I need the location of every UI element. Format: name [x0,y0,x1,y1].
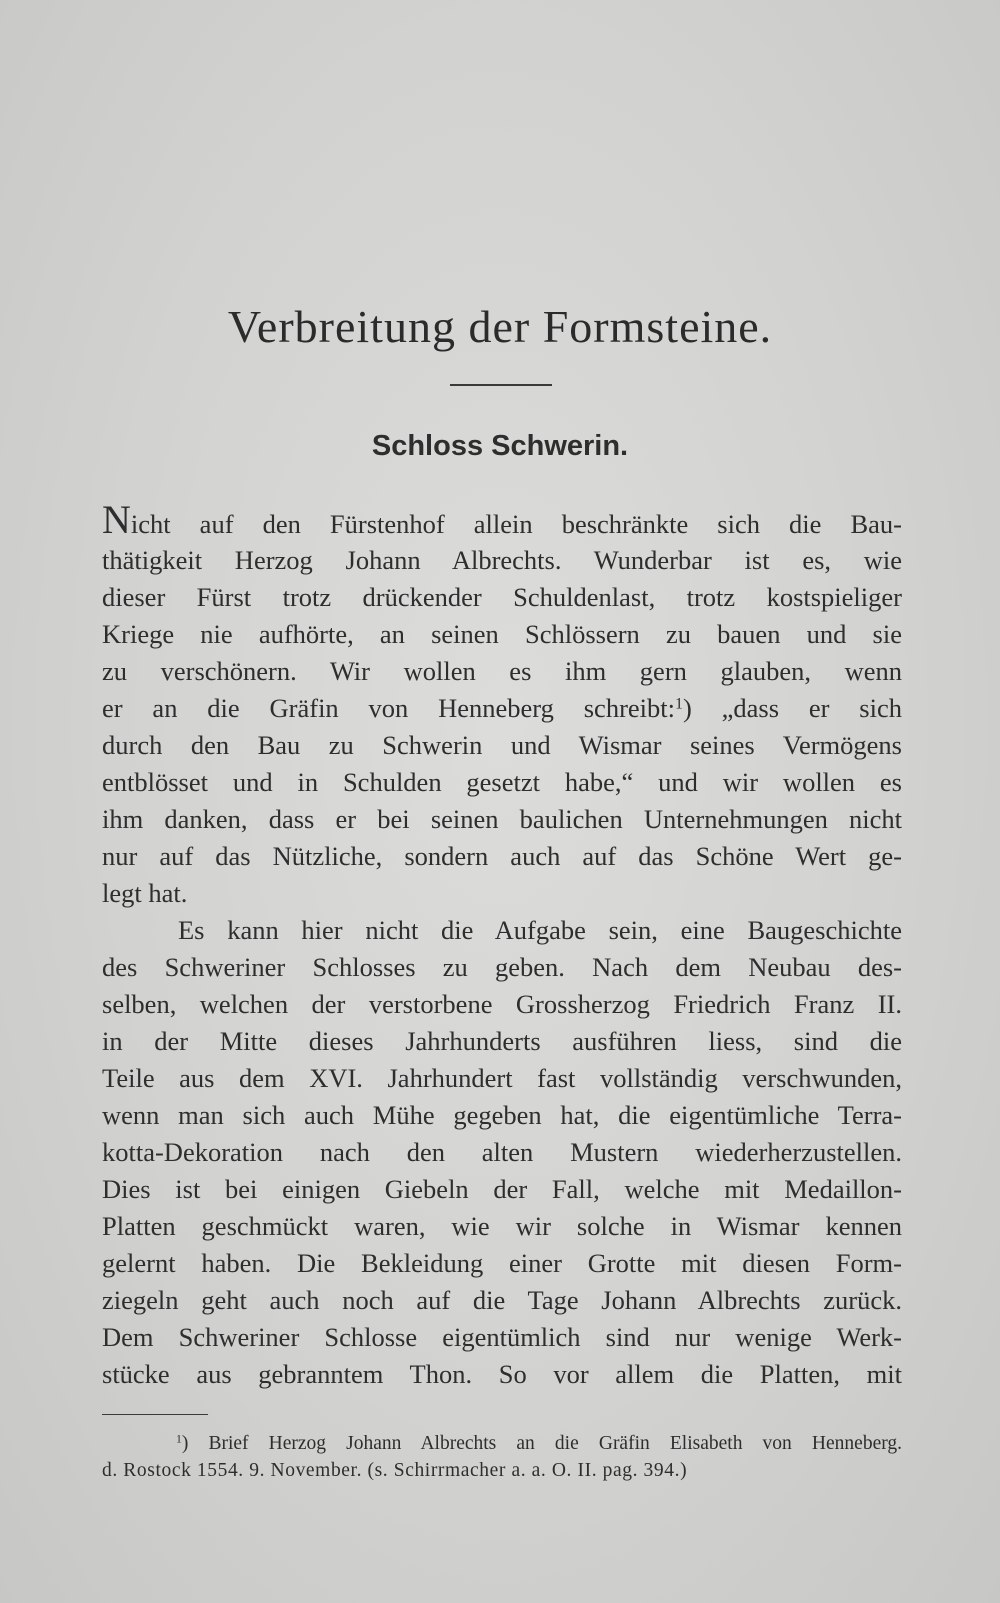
body-text [102,497,902,1393]
text-line: kotta-Dekoration nach den alten Mustern wiederherzustellen. [102,1137,902,1167]
section-title: Schloss Schwerin. [371,430,629,462]
text-line: gelernt haben. Die Bekleidung einer Grotte mit diesen Form- [102,1248,902,1278]
text-line: legt hat. [102,878,188,908]
drop-cap: N [102,497,131,542]
text-line: durch den Bau zu Schwerin und Wismar seines Vermögens [102,730,902,760]
text-line: dieser Fürst trotz drückender Schuldenlast, trotz kostspieliger [102,582,902,612]
text-line: des Schweriner Schlosses zu geben. Nach dem Neubau des- [102,952,902,982]
footnote-line: d. Rostock 1554. 9. November. (s. Schirrmacher a. a. O. II. pag. 394.) [102,1460,688,1481]
chapter-title: Verbreitung der Formsteine. [227,301,773,352]
text-line: zu verschönern. Wir wollen es ihm gern glauben, wenn [102,656,902,686]
text-line: thätigkeit Herzog Johann Albrechts. Wunderbar ist es, wie [102,545,902,575]
text-line: ziegeln geht auch noch auf die Tage Johann Albrechts zurück. [102,1285,902,1315]
text-line: nur auf das Nützliche, sondern auch auf das Schöne Wert ge- [102,841,902,871]
footnote-reference: 1 [675,695,683,713]
footnote-marker: 1 [176,1432,182,1446]
text-line-content: er an die Gräfin von Henneberg schreibt: [102,693,675,723]
text-line [102,690,902,727]
text-line: in der Mitte dieses Jahrhunderts ausführen liess, sind die [102,1026,902,1056]
footnote [102,1430,902,1484]
text-line-content: icht auf den Fürstenhof allein beschränkte sich die Bau- [130,509,902,539]
text-line: Dies ist bei einigen Giebeln der Fall, welche mit Medaillon- [102,1174,902,1204]
text-line: wenn man sich auch Mühe gegeben hat, die eigentümliche Terra- [102,1100,902,1130]
text-line: Dem Schweriner Schlosse eigentümlich sind nur wenige Werk- [102,1322,902,1352]
text-line-content: ) „dass er sich [682,693,902,723]
title-divider [450,384,552,386]
text-line: Kriege nie aufhörte, an seinen Schlössern zu bauen und sie [102,619,902,649]
text-line: selben, welchen der verstorbene Grossherzog Friedrich Franz II. [102,989,902,1019]
text-line [102,497,902,542]
footnote-text: ) Brief Herzog Johann Albrechts an die Gräfin Elisabeth von Henneberg. [181,1433,902,1454]
text-line: stücke aus gebranntem Thon. So vor allem die Platten, mit [102,1359,902,1389]
text-line: Es kann hier nicht die Aufgabe sein, eine Baugeschichte [178,915,902,945]
text-line: entblösset und in Schulden gesetzt habe,“ und wir wollen es [102,767,902,797]
text-line: Teile aus dem XVI. Jahrhundert fast vollständig verschwunden, [102,1063,902,1093]
text-line: ihm danken, dass er bei seinen baulichen Unternehmungen nicht [102,804,902,834]
text-line: Platten geschmückt waren, wie wir solche in Wismar kennen [102,1211,902,1241]
footnote-line [102,1430,902,1457]
footnote-divider [102,1414,208,1415]
